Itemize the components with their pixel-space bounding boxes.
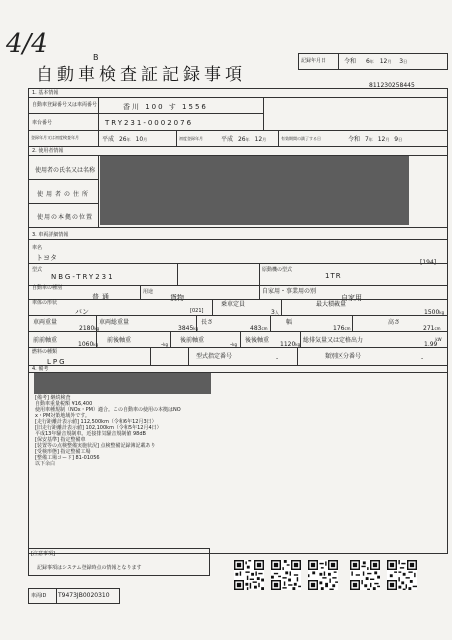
first-reg2-value	[221, 136, 266, 143]
first-reg2-month-unit: 月	[262, 137, 267, 142]
maker-value: トヨタ	[36, 254, 57, 262]
expiry-month-unit: 月	[385, 137, 390, 142]
first-reg-year-unit: 年	[126, 137, 131, 142]
maker-code: [194]	[420, 259, 437, 266]
remarks-line: x・PM対策地域外です。	[35, 413, 90, 419]
vehicle-header: 3. 車両詳細情報	[32, 232, 69, 238]
first-reg-label2: 初度登録年月	[179, 136, 203, 141]
expiry-value	[348, 136, 402, 143]
rear-axle-unit: kg	[295, 342, 301, 347]
front-rear-label: 前後軸重	[107, 337, 132, 344]
capacity-label: 乗車定員	[221, 301, 246, 308]
gross-label: 車両総重量	[99, 319, 130, 326]
displacement-label: 総排気量又は定格出力	[303, 337, 364, 344]
first-reg2-year: 26	[237, 136, 246, 143]
first-reg-label: 登録年月又は初度検査年月	[31, 135, 79, 140]
width-unit: cm	[344, 326, 351, 331]
remarks-line: [保安基準] 指定整備車	[35, 437, 86, 443]
first-reg-month-unit: 月	[143, 137, 148, 142]
remarks-line: [整備工場コード] 81-01056	[35, 455, 100, 461]
height-label: 高さ	[388, 319, 401, 326]
width-label: 幅	[286, 319, 293, 326]
fuel-value: LPG	[47, 358, 67, 366]
remarks-line: 平成13年騒音規制車。近接排気騒音規制値 98dB	[35, 431, 146, 437]
remarks-line: 使用車種規制（NOx・PM）適合。この自動車の使用の本拠はNO	[35, 407, 181, 413]
maxload-label: 最大積載量	[316, 301, 347, 308]
chassis-value: TRY231-0002076	[105, 119, 194, 127]
user-base-label: 使用の本拠の位置	[37, 214, 94, 221]
rear-axle-number: 1120	[280, 341, 296, 348]
model-label: 型式	[32, 267, 43, 273]
displacement-unit: kW	[435, 337, 442, 342]
record-date-day: 3	[399, 58, 404, 65]
user-info-redaction	[100, 156, 409, 225]
use-label: 用途	[143, 289, 154, 295]
record-date-month-unit: 月	[387, 59, 392, 64]
vehicle-id-value: T9473JB0020310	[58, 592, 110, 599]
rear-front-unit: kg	[232, 342, 238, 347]
page-title: 自動車検査証記録事項	[36, 65, 246, 85]
capacity-unit: 人	[274, 310, 279, 315]
expiry-month: 12	[377, 136, 386, 143]
reg-no-value: 香川 100 す 1556	[123, 103, 208, 111]
maker-label: 車名	[32, 245, 43, 251]
remarks-line: [旧走行距離計表示値] 102,100km（令和5年12月4日）	[35, 425, 162, 431]
first-reg-year: 26	[118, 136, 127, 143]
first-reg2-era: 平成	[221, 136, 234, 143]
notes-header: [注意事項]	[31, 551, 55, 557]
gross-number: 3845	[178, 325, 194, 332]
first-reg-value	[102, 136, 147, 143]
kind-label: 自動車の種別	[32, 285, 63, 291]
qr-code-icon	[387, 560, 417, 590]
qr-code-icon	[271, 560, 301, 590]
front-axle-label: 前前軸重	[33, 337, 58, 344]
remarks-line: 以下余白	[35, 461, 56, 467]
front-axle-number: 1060	[78, 341, 94, 348]
model-value: NBG-TRY231	[51, 273, 115, 281]
front-rear-number: -	[161, 341, 164, 348]
use-value: 貨物	[170, 294, 184, 302]
rear-front-number: -	[230, 341, 233, 348]
first-reg-era: 平成	[102, 136, 115, 143]
rear-axle-label: 後後軸重	[245, 337, 270, 344]
user-address-label: 使用者の住所	[37, 191, 92, 198]
height-number: 271	[423, 325, 435, 332]
front-axle-unit: kg	[93, 342, 99, 347]
length-label: 長さ	[201, 319, 214, 326]
remarks-line: [備考] 継続検査	[35, 395, 71, 401]
engine-label: 原動機の型式	[262, 267, 293, 273]
record-date-label: 記録年月日	[301, 58, 327, 64]
expiry-year-unit: 年	[368, 137, 373, 142]
kind-value: 普通	[92, 293, 112, 301]
qr-code-icon	[350, 560, 380, 590]
record-date-value	[344, 58, 407, 65]
record-date-year: 6	[365, 58, 370, 65]
notes-text: 記録事項はシステム登録時点の情報となります	[37, 565, 142, 571]
private-label: 自家用・事業用の別	[262, 288, 317, 295]
height-unit: cm	[434, 326, 441, 331]
expiry-label: 有効期間の満了する日	[281, 136, 321, 141]
user-info-header: 2. 使用者情報	[32, 148, 64, 154]
remarks-header: 4. 備考	[32, 366, 49, 372]
length-unit: cm	[261, 326, 268, 331]
maxload-number: 1500	[424, 309, 440, 316]
form-letter: B	[93, 53, 99, 62]
width-number: 176	[333, 325, 345, 332]
length-number: 483	[250, 325, 262, 332]
qr-code-icon	[308, 560, 338, 590]
chassis-label: 車台番号	[32, 120, 53, 126]
record-date-day-unit: 日	[403, 59, 408, 64]
first-reg-month: 10	[135, 136, 144, 143]
engine-value: 1TR	[325, 272, 342, 280]
first-reg2-year-unit: 年	[245, 137, 250, 142]
remarks-line: 自動車重量税額 ¥16,400	[35, 401, 93, 407]
rear-front-label: 後前軸重	[180, 337, 205, 344]
remarks-line: [装置等の点検整備実施状況] 点検整備記録簿記載あり	[35, 443, 156, 449]
weight-unit: kg	[94, 326, 100, 331]
capacity-number: 3	[271, 309, 275, 316]
front-rear-unit: kg	[163, 342, 169, 347]
record-date-month: 12	[379, 58, 388, 65]
weight-number: 2180	[79, 325, 95, 332]
class-no-value: -	[421, 355, 424, 362]
expiry-day-unit: 日	[398, 137, 403, 142]
record-date-era: 令和	[344, 58, 357, 65]
remarks-line: [走行距離計表示値] 112,500km（令和6年12月3日）	[35, 419, 157, 425]
displacement-number: 1.99	[424, 341, 438, 348]
serial-number: 811230258445	[369, 82, 415, 89]
body-label: 車体の形状	[32, 300, 58, 306]
maxload-unit: kg	[439, 310, 445, 315]
expiry-year: 7	[364, 136, 369, 143]
body-code: [021]	[190, 308, 204, 314]
body-value: バン	[75, 308, 89, 316]
type-no-label: 型式指定番号	[196, 353, 233, 360]
class-no-label: 類別区分番号	[325, 353, 362, 360]
remarks-list	[35, 395, 181, 467]
fuel-label: 燃料の種類	[32, 349, 58, 355]
qr-code-icon	[234, 560, 264, 590]
expiry-era: 令和	[348, 136, 361, 143]
basic-info-header: 1. 基本情報	[32, 90, 59, 96]
record-date-year-unit: 年	[369, 59, 374, 64]
remarks-line: [受検形態] 指定整備工場	[35, 449, 91, 455]
reg-no-label: 自動車登録番号又は車両番号	[32, 102, 98, 108]
remarks-redaction	[34, 373, 211, 394]
handwritten-note: 4/4	[6, 29, 48, 59]
private-value: 自家用	[341, 294, 362, 302]
type-no-value: -	[276, 355, 279, 362]
gross-unit: kg	[193, 326, 199, 331]
first-reg2-month: 12	[254, 136, 263, 143]
user-name-label: 使用者の氏名又は名称	[35, 167, 96, 174]
weight-label: 車両重量	[33, 319, 58, 326]
notes-box	[28, 548, 210, 576]
expiry-day: 9	[394, 136, 399, 143]
vehicle-id-label: 車両ID	[31, 593, 47, 599]
